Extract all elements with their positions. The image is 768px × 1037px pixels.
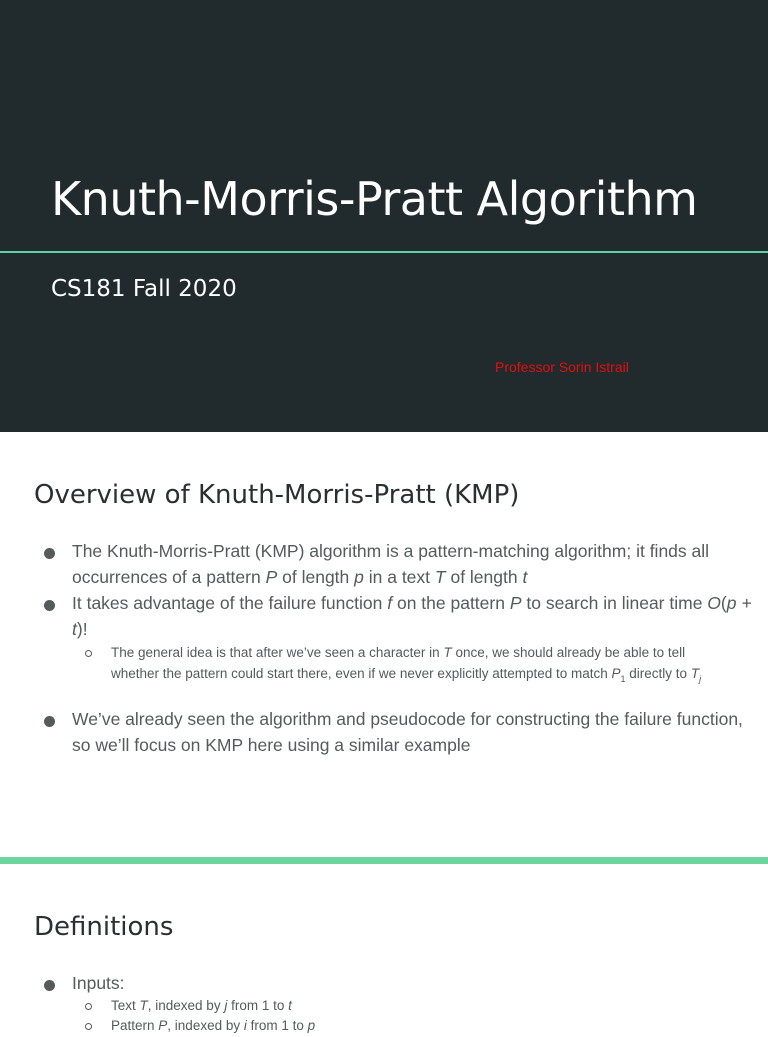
sub-bullet-circle	[85, 1003, 92, 1010]
professor-name: Professor Sorin Istrail	[495, 359, 629, 375]
overview-bullet-1: The Knuth-Morris-Pratt (KMP) algorithm is a pattern-matching algorithm; it finds all occurrences of a pattern P of length p in a text T of length t	[72, 541, 710, 587]
title-slide	[0, 0, 768, 432]
title-rule	[0, 251, 768, 253]
slide-title: Knuth-Morris-Pratt Algorithm	[51, 172, 698, 226]
text-input-item: Text T, indexed by j from 1 to t	[111, 998, 292, 1013]
sub-bullet-circle	[85, 650, 92, 657]
overview-sub-bullet: The general idea is that after we’ve seen a character in T once, we should already be able to tell whether the pattern could start there, even if we never explicitly attempted to match $P_1$ directly to $T_j$	[111, 645, 702, 684]
overview-heading: Overview of Knuth-Morris-Pratt (KMP)	[34, 480, 520, 510]
overview-bullet-2: It takes advantage of the failure function f on the pattern P to search in linear time O(p + t)!	[72, 593, 752, 639]
sub-bullet-circle	[85, 1023, 92, 1030]
overview-slide	[0, 432, 768, 858]
definitions-heading: Definitions	[34, 912, 174, 942]
bullet-dot	[44, 716, 55, 727]
bullet-dot	[44, 980, 55, 991]
slide-divider	[0, 857, 768, 864]
bullet-dot	[44, 600, 55, 611]
slide-subtitle: CS181 Fall 2020	[51, 276, 237, 302]
pattern-input-item: Pattern P, indexed by i from 1 to p	[111, 1018, 316, 1033]
overview-bullet-3: We’ve already seen the algorithm and pseudocode for constructing the failure function, so we’ll focus on KMP here using a similar example	[72, 709, 743, 755]
inputs-bullet: Inputs:	[72, 973, 125, 993]
definitions-slide	[0, 864, 768, 1033]
bullet-dot	[44, 548, 55, 559]
